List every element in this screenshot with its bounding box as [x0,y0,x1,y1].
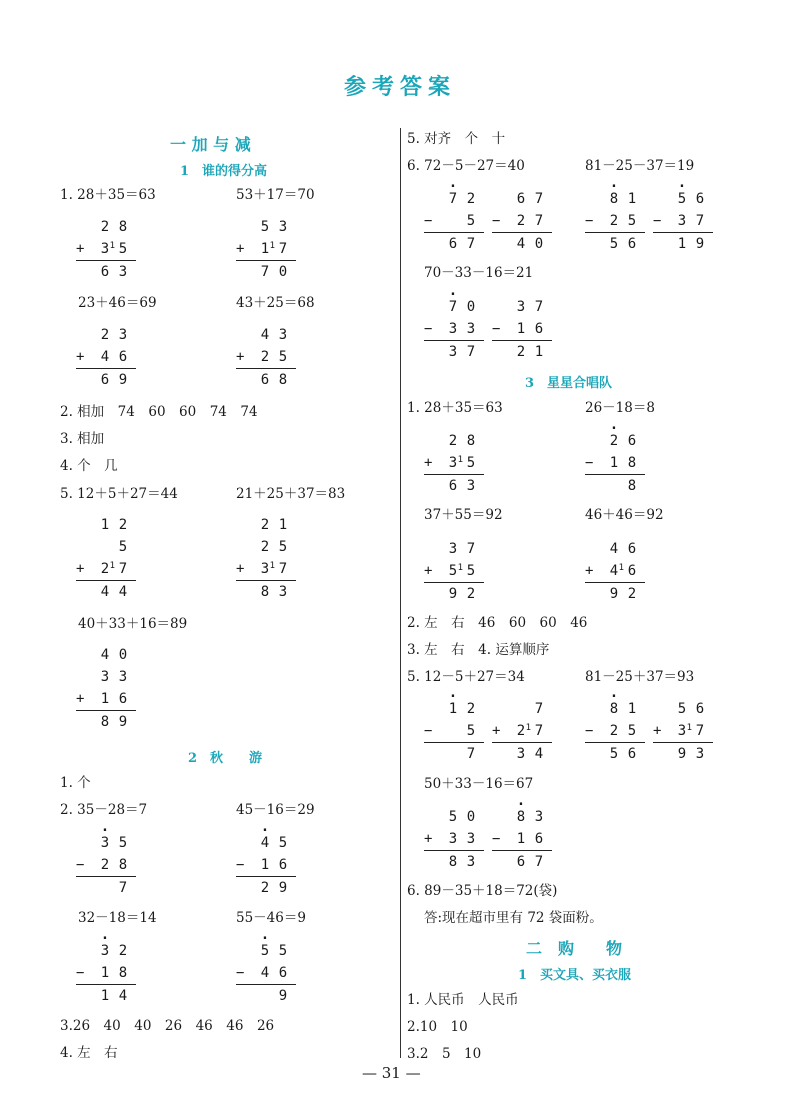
vertical-calc: . 8 3 − 1 6 6 7 [492,806,552,873]
answer-line: 5. 对齐 个 十 [407,131,506,147]
vertical-calc: . 7 0 − 3 3 3 7 [424,296,484,363]
equation: 40＋33＋16＝89 [78,616,188,632]
vertical-calc: . 4 5 − 1 6 2 9 [236,832,296,899]
vertical-calc: 4 0 3 3 + 1 6 8 9 [76,644,136,733]
vertical-calc: 5 0 + 3 3 8 3 [424,806,484,873]
vertical-calc: . 2 6 − 1 8 8 [585,430,645,497]
equation: 45－16＝29 [236,802,315,818]
answer-line: 4. 个 几 [60,458,118,474]
answer-line: 1. 个 [60,775,91,791]
chapter-title-1: 一 加 与 减 [170,135,251,154]
equation: 5. 12－5＋27＝34 [407,669,525,685]
answer-line: 3. 左 右 4. 运算顺序 [407,642,550,658]
vertical-calc: 2 8 + 3 1 5 6 3 [76,216,136,283]
equation: 1. 28＋35＝63 [60,187,156,203]
section-title-2: 2 秋 游 [188,751,263,766]
equation: 53＋17＝70 [236,187,315,203]
vertical-calc: 4 3 + 2 5 6 8 [236,324,296,391]
equation: 6. 72－5－27＝40 [407,158,525,174]
equation: 43＋25＝68 [236,295,315,311]
answer-line: 2. 相加 74 60 60 74 74 [60,404,258,420]
equation: 6. 89－35＋18＝72(袋) [407,883,558,899]
vertical-calc: . 3 5 − 2 8 7 [76,832,136,899]
vertical-calc: 2 1 2 5 + 3 1 7 8 3 [236,514,296,603]
vertical-calc: 5 3 + 1 1 7 7 0 [236,216,296,283]
vertical-calc: 5 6 + 3 1 7 9 3 [653,698,713,765]
vertical-calc: 2 8 + 3 1 5 6 3 [424,430,484,497]
equation: 81－25＋37＝93 [585,669,695,685]
answer-line: 4. 左 右 [60,1045,118,1061]
equation: 32－18＝14 [78,910,157,926]
answer-line: 1. 人民币 人民币 [407,992,519,1008]
answer-line: 3.26 40 40 26 46 46 26 [60,1018,275,1034]
page-title: 参考答案 [344,74,457,100]
equation: 81－25－37＝19 [585,158,695,174]
vertical-calc: 1 2 5 + 2 1 7 4 4 [76,514,136,603]
vertical-calc: . 5 5 − 4 6 9 [236,940,296,1007]
equation: 46＋46＝92 [585,507,664,523]
answer-line: 3. 相加 [60,431,105,447]
equation: 21＋25＋37＝83 [236,486,346,502]
section-title-1: 1 谁的得分高 [180,164,268,179]
equation: 50＋33－16＝67 [424,776,534,792]
equation: 26－18＝8 [585,400,655,416]
vertical-calc: . 8 1 − 2 5 5 6 [585,698,645,765]
vertical-calc: 4 6 + 4 1 6 9 2 [585,538,645,605]
equation: 70－33－16＝21 [424,265,534,281]
vertical-calc: 7 + 2 1 7 3 4 [492,698,552,765]
column-divider [400,128,401,1058]
vertical-calc: 3 7 − 1 6 2 1 [492,296,552,363]
chapter-title-2: 二 购 物 [526,939,623,958]
equation: 5. 12＋5＋27＝44 [60,486,178,502]
answer-sentence: 答:现在超市里有 72 袋面粉。 [424,910,603,926]
vertical-calc: . 8 1 − 2 5 5 6 [585,188,645,255]
section-title-3: 3 星星合唱队 [525,376,613,391]
answer-line: 2. 左 右 46 60 60 46 [407,615,588,631]
answer-line: 3.2 5 10 [407,1046,482,1062]
equation: 1. 28＋35＝63 [407,400,503,416]
equation: 2. 35－28＝7 [60,802,148,818]
equation: 23＋46＝69 [78,295,157,311]
vertical-calc: 2 3 + 4 6 6 9 [76,324,136,391]
vertical-calc: . 1 2 − 5 7 [424,698,484,765]
vertical-calc: . 7 2 − 5 6 7 [424,188,484,255]
section-title-4: 1 买文具、买衣服 [518,968,632,983]
equation: 37＋55＝92 [424,507,503,523]
vertical-calc: 6 7 − 2 7 4 0 [492,188,552,255]
vertical-calc: . 5 6 − 3 7 1 9 [653,188,713,255]
vertical-calc: 3 7 + 5 1 5 9 2 [424,538,484,605]
answer-line: 2.10 10 [407,1019,468,1035]
equation: 55－46＝9 [236,910,306,926]
vertical-calc: . 3 2 − 1 8 1 4 [76,940,136,1007]
page-number: — 31 — [362,1064,421,1082]
